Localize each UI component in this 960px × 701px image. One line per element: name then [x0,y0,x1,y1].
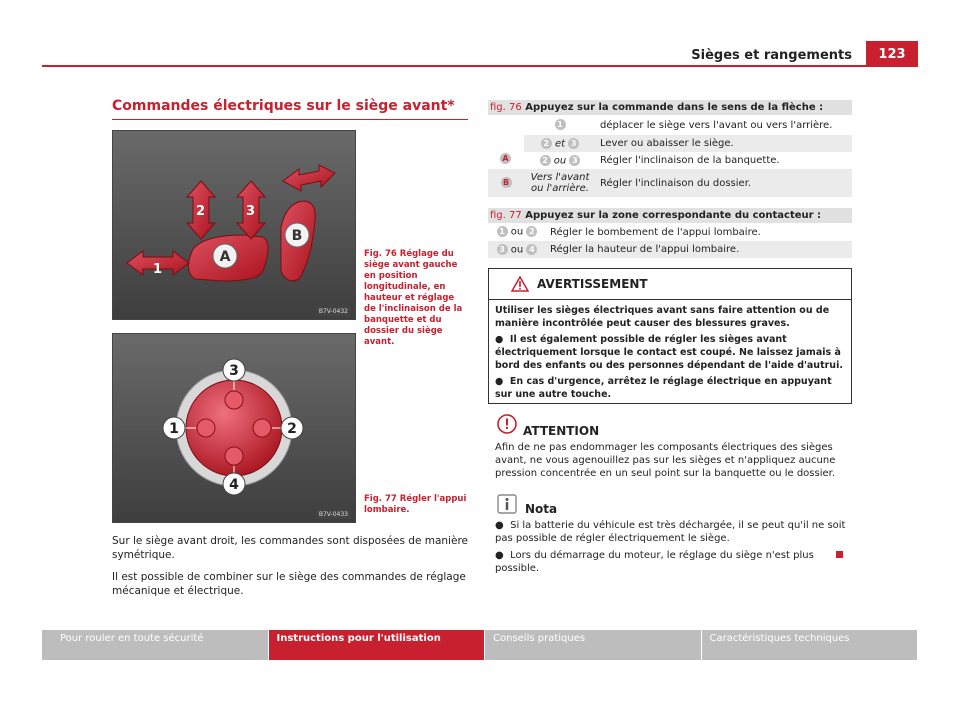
footer-tab-practical-tips[interactable]: Conseils pratiques [485,630,702,660]
bullet: ● [495,334,504,345]
table-fig76-header [488,100,852,115]
table-row: 3 ou 4 Régler la hauteur de l'appui lombaire. [488,241,852,258]
nota-list [495,519,855,579]
group-b-marker: B [501,177,512,188]
warning-title: AVERTISSEMENT [537,277,648,291]
figure-77-caption: Fig. 77 Régler l'appui lombaire. [364,494,467,515]
table-row: 2 ou 3 Régler l'inclinaison de la banquette. [488,152,852,169]
footer-tab-safety[interactable]: Pour rouler en toute sécurité [42,630,269,660]
callout-2-label: 2 [287,421,297,437]
table-fig76-heading: Appuyez sur la commande dans le sens de la flèche : [525,102,824,113]
lumbar-control-illustration [113,334,355,522]
page-number: 123 [866,41,918,67]
zone-3 [225,391,243,409]
attention-icon [497,414,517,434]
figure-76-caption: Fig. 76 Réglage du siège avant gauche en position longitudinale, en hauteur et réglage de l'inclinaison de la banquette et du dossier du siège avant. [364,249,463,347]
arrow-2-label: 2 [196,204,206,219]
table-row: 1 ou 2 Régler le bombement de l'appui lombaire. [488,223,852,241]
footer-tab-technical-specs[interactable]: Caractéristiques techniques [702,630,919,660]
label-b: B [291,228,303,244]
nota-item-1: Si la batterie du véhicule est très déchargée, il se peut qu'il ne soit pas possible de régler électriquement le siège. [495,520,846,544]
figure-77-lumbar-control [112,333,356,523]
body-paragraph-2: Il est possible de combiner sur le siège des commandes de réglage mécanique et électrique. [112,571,466,597]
bullet: ● [495,550,504,561]
body-paragraph-1: Sur le siège avant droit, les commandes sont disposées de manière symétrique. [112,535,468,561]
zone-2 [253,419,271,437]
warning-paragraph-3: En cas d'urgence, arrêtez le réglage électrique en appuyant sur une autre touche. [495,376,832,400]
bullet: ● [495,376,504,387]
section-title: Commandes électriques sur le siège avant* [112,98,455,114]
running-header-title: Sièges et rangements [691,48,852,63]
figure-76-code: B7V-0432 [316,307,351,316]
callout-3-label: 3 [229,363,239,379]
label-a: A [219,249,231,265]
fig76-ref: fig. 76 [490,102,522,113]
callout-1-label: 1 [169,421,179,437]
table-fig77 [488,208,852,258]
header-rule [42,65,918,67]
fig77-ref: fig. 77 [490,210,522,221]
section-end-marker [836,551,843,558]
arrow-1-label: 1 [153,262,163,277]
warning-triangle-icon [511,276,529,292]
attention-title: ATTENTION [523,424,600,438]
warning-paragraph-2: Il est également possible de régler les sièges avant électriquement lorsque le contact est coupé. Ne laissez jamais à bord des enfants ou des personnes dépendant de l'aide d'autrui. [495,334,843,371]
nota-item-2: Lors du démarrage du moteur, le réglage du siège n'est plus possible. [495,550,814,574]
callout-4-label: 4 [229,477,239,493]
figure-76-seat-controls [112,130,356,320]
footer-tab-instructions[interactable]: Instructions pour l'utilisation [269,630,486,660]
table-row: B Vers l'avant ou l'arrière. Régler l'inclinaison du dossier. [488,169,852,197]
group-a-marker: A [500,153,511,165]
info-icon [497,494,517,514]
attention-text: Afin de ne pas endommager les composants électriques des sièges avant, ne vous agenouillez pas sur les sièges et n'appliquez aucune pression concentrée en un seul point sur la banquette ou le dossier. [495,442,836,479]
arrow-3-label: 3 [246,204,256,219]
table-row: 1 déplacer le siège vers l'avant ou vers l'arrière. [488,115,852,135]
footer-navigation [42,630,918,660]
table-row: 2 et 3 Lever ou abaisser le siège. [524,135,852,152]
section-rule [112,119,468,120]
table-fig77-header [488,208,852,223]
nota-title: Nota [525,502,558,516]
table-fig77-heading: Appuyez sur la zone correspondante du contacteur : [525,210,822,221]
warning-paragraph-1: Utiliser les sièges électriques avant sans faire attention ou de manière incontrôlée peut causer des blessures graves. [495,305,830,329]
seat-controls-illustration [113,131,355,319]
warning-box [488,268,852,404]
zone-1 [197,419,215,437]
zone-4 [225,447,243,465]
bullet: ● [495,520,504,531]
table-fig76 [488,100,852,197]
figure-77-code: B7V-0433 [316,510,351,519]
